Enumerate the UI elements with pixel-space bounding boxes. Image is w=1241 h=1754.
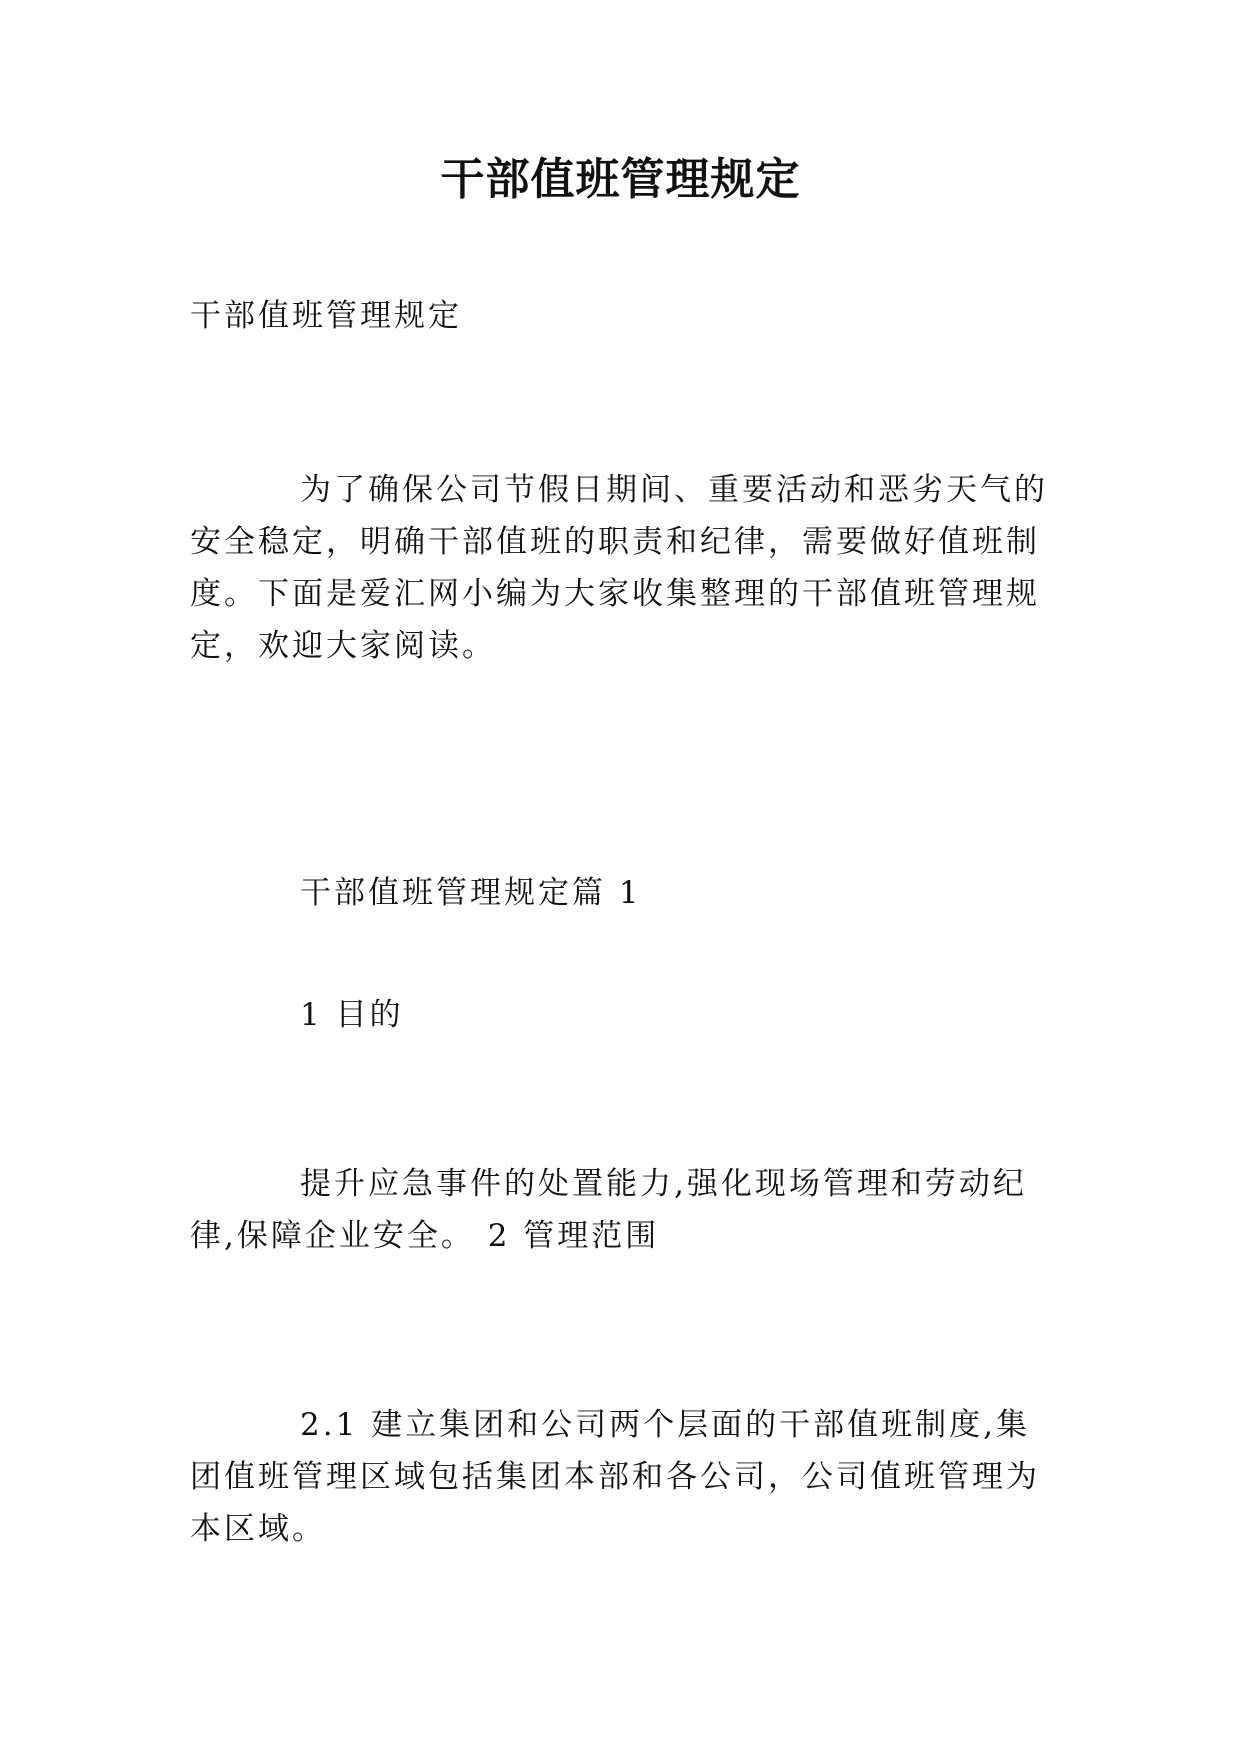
purpose-heading: 1 目的 (300, 997, 404, 1033)
section-heading: 干部值班管理规定篇 1 (300, 875, 642, 911)
scope-paragraph: 2.1 建立集团和公司两个层面的干部值班制度,集团值班管理区域包括集团本部和各公司，公司值班管理为本区域。 (190, 1407, 1040, 1547)
document-subtitle: 干部值班管理规定 (190, 298, 462, 334)
intro-paragraph: 为了确保公司节假日期间、重要活动和恶劣天气的安全稳定，明确干部值班的职责和纪律，需要做好值班制度。下面是爱汇网小编为大家收集整理的干部值班管理规定，欢迎大家阅读。 (190, 472, 1048, 664)
purpose-paragraph: 提升应急事件的处置能力,强化现场管理和劳动纪律,保障企业安全。 2 管理范围 (190, 1166, 1027, 1254)
document-title: 干部值班管理规定 (440, 154, 801, 205)
